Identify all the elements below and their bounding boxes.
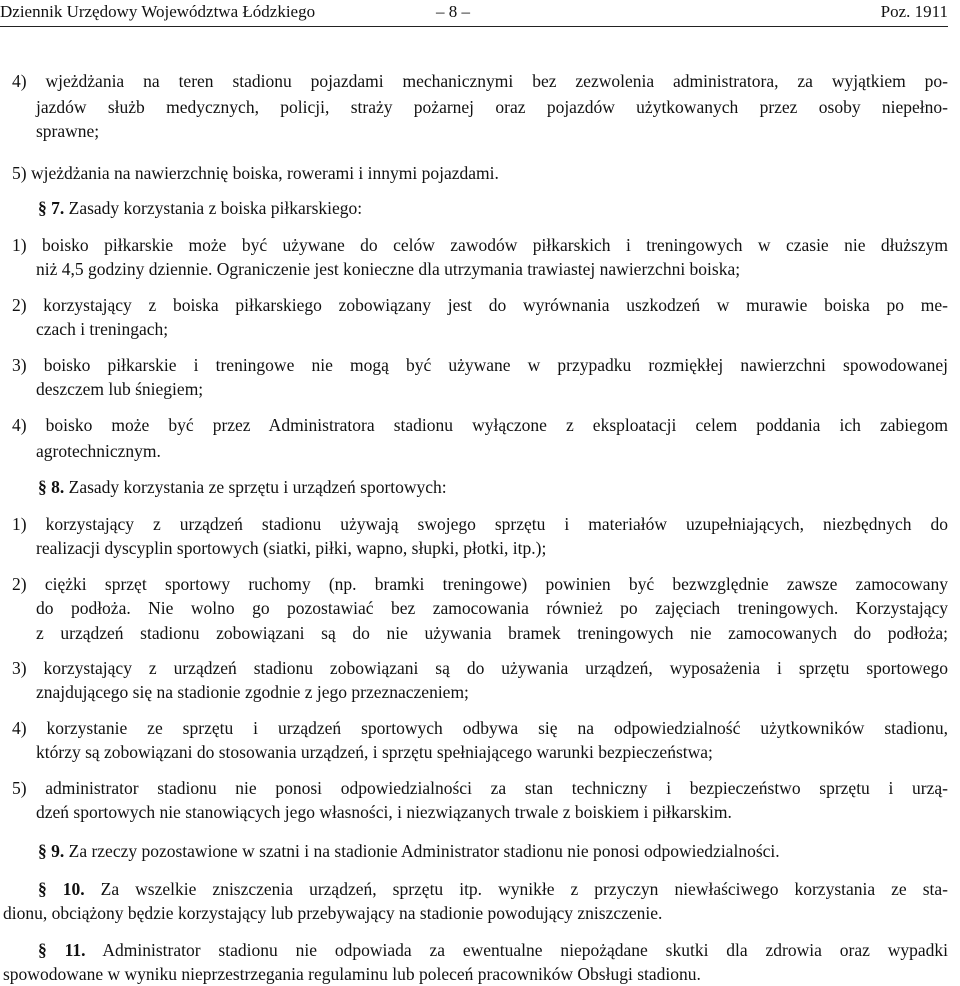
section-title: Zasady korzystania ze sprzętu i urządzeń sportowych:: [64, 477, 447, 497]
section-9: [38, 840, 780, 863]
item-line: niż 4,5 godziny dziennie. Ograniczenie jest konieczne dla utrzymania trawiastej nawierzchni boiska;: [36, 259, 741, 279]
item-line: 2) korzystający z boiska piłkarskiego zobowiązany jest do wyrównania uszkodzeń w murawie boiska po me-: [12, 295, 948, 315]
section-heading-8: [38, 476, 447, 499]
item-line: agrotechnicznym.: [36, 441, 161, 461]
section-text: Za rzeczy pozostawione w szatni i na stadionie Administrator stadionu nie ponosi odpowiedzialności.: [64, 841, 780, 861]
item-line: sprawne;: [36, 121, 100, 141]
item-line: 2) ciężki sprzęt sportowy ruchomy (np. bramki treningowe) powinien być bezwzględnie zawsze zamocowany: [12, 574, 948, 594]
item-line: 5) wjeżdżania na nawierzchnię boiska, rowerami i innymi pojazdami.: [12, 163, 499, 183]
section-number: § 8.: [38, 477, 65, 497]
section-heading-7: [38, 197, 362, 220]
section-number: § 10.: [38, 879, 85, 899]
item-line: z urządzeń stadionu zobowiązani są do nie używania bramek treningowych nie zamocowanych do podłoża;: [36, 623, 948, 643]
item-line: 4) boisko może być przez Administratora stadionu wyłączone z eksploatacji celem poddania ich zabiegom: [12, 415, 948, 435]
section-text: Za wszelkie zniszczenia urządzeń, sprzętu itp. wynikłe z przyczyn niewłaściwego korzystania ze sta-: [84, 879, 948, 899]
item-line: znajdującego się na stadionie zgodnie z jego przeznaczeniem;: [36, 682, 469, 702]
item-line: jazdów służb medycznych, policji, straży pożarnej oraz pojazdów użytkowanych przez osoby niepełno-: [36, 97, 948, 117]
section-11: [38, 939, 948, 962]
item-line: realizacji dyscyplin sportowych (siatki, piłki, wapno, słupki, płotki, itp.);: [36, 538, 547, 558]
section-title: Zasady korzystania z boiska piłkarskiego:: [64, 198, 363, 218]
item-line: do podłoża. Nie wolno go pozostawiać bez zamocowania również po zajęciach treningowych. Korzystający: [36, 598, 948, 618]
item-line: 3) boisko piłkarskie i treningowe nie mogą być używane w przypadku rozmiękłej nawierzchni spowodowanej: [12, 355, 948, 375]
journal-title: Dziennik Urzędowy Województwa Łódzkiego: [0, 2, 316, 21]
item-line: 1) boisko piłkarskie może być używane do celów zawodów piłkarskich i treningowych w czasie nie dłuższym: [12, 235, 948, 255]
item-line: którzy są zobowiązani do stosowania urządzeń, i sprzętu spełniającego warunki bezpieczeństwa;: [36, 742, 713, 762]
item-line: dionu, obciążony będzie korzystający lub przebywający na stadionie powodujący zniszczenie.: [3, 903, 663, 923]
item-line: deszczem lub śniegiem;: [36, 379, 204, 399]
section-number: § 9.: [38, 841, 65, 861]
section-number: § 7.: [38, 198, 65, 218]
page-number: – 8 –: [436, 2, 470, 21]
item-line: 4) wjeżdżania na teren stadionu pojazdami mechanicznymi bez zezwolenia administratora, za wyjątkiem po-: [12, 71, 948, 91]
item-line: 1) korzystający z urządzeń stadionu używają swojego sprzętu i materiałów uzupełniających, niezbędnych do: [12, 514, 948, 534]
position-number: Poz. 1911: [880, 2, 948, 21]
item-line: czach i treningach;: [36, 319, 169, 339]
section-number: § 11.: [38, 940, 86, 960]
item-line: spowodowane w wyniku nieprzestrzegania regulaminu lub poleceń pracowników Obsługi stadionu.: [3, 964, 701, 984]
section-10: [38, 878, 948, 901]
section-text: Administrator stadionu nie odpowiada za ewentualne niepożądane skutki dla zdrowia oraz wypadki: [85, 940, 948, 960]
page-header: [0, 0, 948, 27]
item-line: 5) administrator stadionu nie ponosi odpowiedzialności za stan techniczny i bezpieczeństwo sprzętu i urzą-: [12, 778, 948, 798]
item-line: 4) korzystanie ze sprzętu i urządzeń sportowych odbywa się na odpowiedzialność użytkowników stadionu,: [12, 718, 948, 738]
item-line: 3) korzystający z urządzeń stadionu zobowiązani są do używania urządzeń, wyposażenia i sprzętu sportowego: [12, 658, 948, 678]
item-line: dzeń sportowych nie stanowiących jego własności, i niezwiązanych trwale z boiskiem i piłkarskim.: [36, 802, 732, 822]
